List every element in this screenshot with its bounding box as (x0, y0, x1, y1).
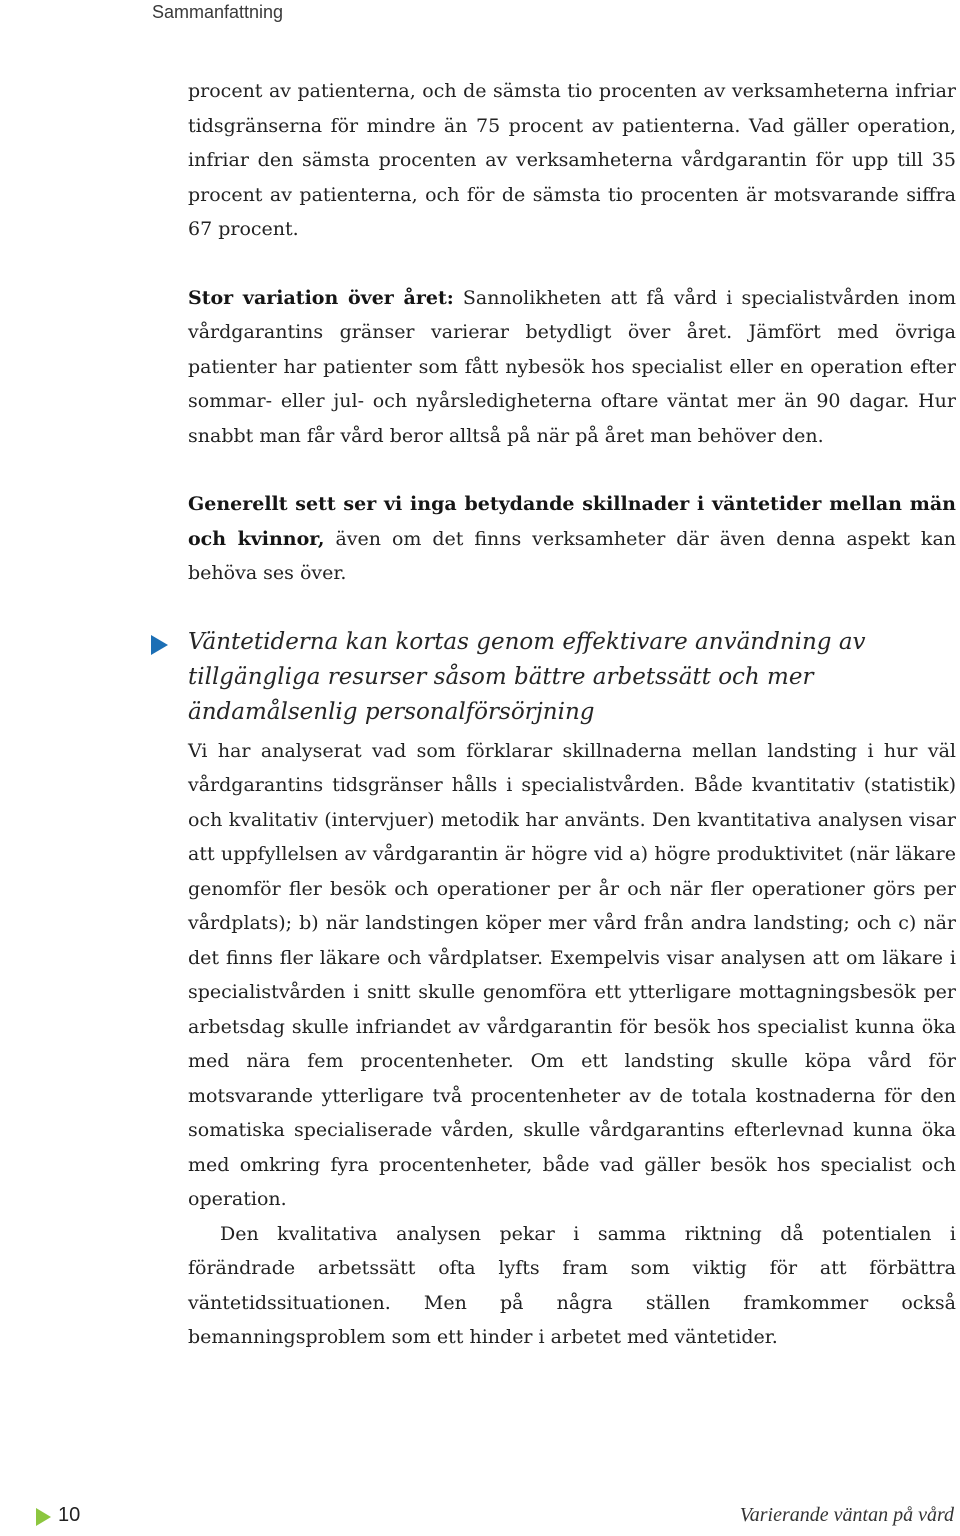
triangle-right-icon (151, 635, 168, 655)
page-content (188, 74, 956, 1355)
paragraph-2 (188, 281, 956, 454)
paragraph-3 (188, 487, 956, 591)
paragraph-2-text: Sannolikheten att få vård i specialistvården inom vårdgarantins gränser varierar betydligt över året. Jämfört med övriga patienter har patienter som fått nybesök hos specialist eller en operation efter sommar- eller jul- och nyårsledigheterna oftare väntat mer än 90 dagar. Hur snabbt man får vård beror alltså på när på året man behöver den. (188, 286, 956, 447)
paragraph-3-text: även om det finns verksamheter där även denna aspekt kan behöva ses över. (188, 527, 957, 584)
paragraph-5: Den kvalitativa analysen pekar i samma riktning då potentialen i förändrade arbetssätt ofta lyfts fram som viktig för att förbättra väntetidssituationen. Men på några ställen framkommer också bemanningsproblem som ett hinder i arbetet med väntetider. (188, 1222, 956, 1348)
page-number: 10 (58, 1504, 81, 1526)
paragraph-4: Vi har analyserat vad som förklarar skillnaderna mellan landsting i hur väl vårdgarantins tidsgränser hålls i specialistvården. Både kvantitativ (statistik) och kvalitativ (intervjuer) metodik har använts. Den kvantitativa analysen visar att uppfyllelsen av vårdgarantin är högre vid a) högre produktivitet (när läkare genomför fler besök och operationer per år och när fler operationer görs per vårdplats); b) när landstingen köper mer vård från andra landsting; och c) när det finns fler läkare och vårdplatser. Exempelvis visar analysen att om läkare i specialistvården i snitt skulle genomföra ett ytterligare mottagningsbesök per arbetsdag skulle infriandet av vårdgarantin för besök hos specialist kunna öka med nära fem procentenheter. Om ett landsting skulle köpa vård för motsvarande ytterligare två procentenheter av de totala kostnaderna för den somatiska specialiserade vården, skulle vårdgarantins efterlevnad kunna öka med omkring fyra procentenheter, både vad gäller besök hos specialist och operation. (188, 739, 956, 1210)
footer-title: Varierande väntan på vård (739, 1504, 954, 1526)
section-heading-text: Väntetiderna kan kortas genom effektivare användning av tillgängliga resurser såsom bättre arbetssätt och mer ändamålsenlig personalförsörjning (188, 628, 866, 725)
paragraph-1: procent av patienterna, och de sämsta tio procenten av verksamheterna infriar tidsgränserna för mindre än 75 procent av patienterna. Vad gäller operation, infriar den sämsta procenten av verksamheterna vårdgarantin för upp till 35 procent av patienterna, och för de sämsta tio procenten är motsvarande siffra 67 procent. (188, 80, 956, 240)
running-head: Sammanfattning (152, 2, 284, 22)
section-heading (188, 625, 956, 730)
paragraph-2-lead: Stor variation över året: (188, 286, 454, 309)
footer-triangle-right-icon (36, 1508, 51, 1526)
paragraph-3-lead: Generellt sett ser vi inga betydande skillnader i väntetider mellan män och kvinnor, (188, 493, 956, 550)
